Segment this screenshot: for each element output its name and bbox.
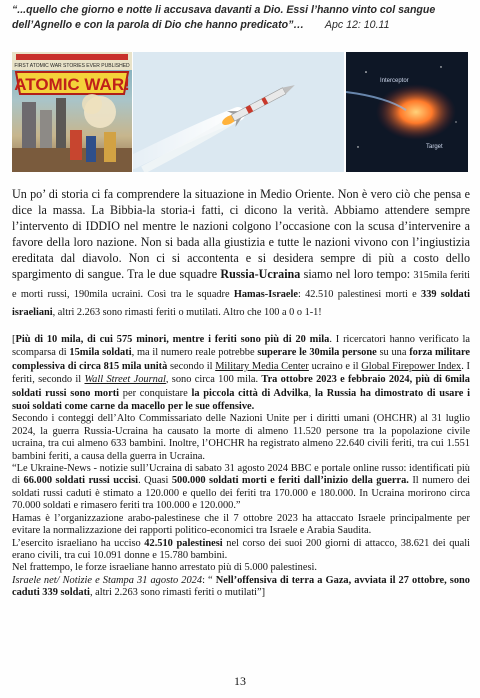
military-media-center-link: Military Media Center	[215, 360, 309, 372]
intro-text: Un po’ di storia ci fa comprendere la situazione in Medio Oriente. Non è vero ciò che pensa e dice la massa. La Bibbia-la storia-i fatti, ci dicono la verità. Abbiamo attendere sempre l’intervento di IDDIO nel mentre le nazioni colgono l’occasione con la scusa d’intervenire a favore della loro nazione. Non si bada alla giustizia e tutte le nazioni vivono con l’ingiustizia ereditata dal diavolo. Non ci si accontenta e si desidera sempre di più a costo dello spargimento di sangue. Tra le due squadre	[12, 187, 470, 282]
casualty-text-2: : 42.510 palestinesi morti e	[297, 288, 422, 300]
russia-ukraine-label: Russia-Ucraina	[220, 267, 301, 282]
global-firepower-link: Global Firepower Index	[361, 360, 462, 372]
casualty-text-1: 315mila feriti e morti russi, 190mila ucraini. Così tra le squadre	[12, 270, 470, 300]
comic-title: ATOMIC WAR!	[14, 75, 130, 94]
hamas-israel-label: Hamas-Israele	[233, 288, 298, 300]
details-paragraph-1: [Più di 10 mila, di cui 575 minori, mentre i feriti sono più di 20 mila. I ricercatori hanno verificato la scomparsa di 15mila soldati, ma il numero reale potrebbe superare le 30mila persone su una forza militare complessiva di circa 815 mila unità secondo il Military Media Center ucraino e il Global Firepower Index. I feriti, secondo il Wall Street Journal, sono circa 100 mila. Tra ottobre 2023 e febbraio 2024, più di 6mila soldati russi sono morti per conquistare la piccola città di Advilka, la Russia ha dimostrato di usare i suoi soldati come carne da macello per le sue offensive.	[12, 334, 471, 413]
interceptor-label: Interceptor	[380, 78, 409, 84]
interceptor-image	[346, 52, 468, 172]
casualty-text-3: , altri 2.263 sono rimasti feriti o mutilati. Altro che 100 a 0 o 1-1!	[52, 306, 322, 318]
target-label: Target	[426, 144, 443, 150]
details-block	[12, 333, 470, 600]
quote-reference: Apc 12: 10.11	[324, 18, 390, 31]
missile-image	[133, 52, 344, 172]
details-paragraph-5: L’esercito israeliano ha ucciso 42.510 palestinesi nel corso dei suoi 200 giorni di attacco, 38.621 dei quali erano civili, tra cui 10.091 donne e 15.780 bambini.	[12, 537, 470, 561]
comic-caption: FIRST ATOMIC WAR STORIES EVER PUBLISHED	[14, 63, 130, 69]
details-paragraph-3: “Le Ukraine-News - notizie sull’Ucraina di sabato 31 agosto 2024 BBC e portale online russo: identificati più di 66.000 soldati russi uccisi. Quasi 500.000 soldati morti e feriti dall’inizio della guerra. Il numero dei soldati russi caduti è stimato a 120.000 e quello dei feriti tra 170.000 e 180.000. In Ucraina morirono circa 70.000 soldati e rimasero feriti tra 100.000 e 120.000.”	[12, 463, 471, 512]
details-paragraph-7: Israele net/ Notizie e Stampa 31 agosto 2024: “ Nell’offensiva di terra a Gaza, avviata il 27 ottobre, sono caduti 339 soldati, altri 2.263 sono rimasti feriti o mutilati”]	[12, 574, 471, 599]
quote-text: “...quello che giorno e notte li accusava davanti a Dio. Essi l’hanno vinto col sangue dell’Agnello e con la parola di Dio che hanno predicato”…	[12, 4, 436, 31]
page-number: 13	[234, 674, 246, 688]
intro-paragraph	[12, 186, 470, 321]
intro-text-2: siamo nel loro tempo:	[300, 267, 414, 282]
wsj-link: Wall Street Journal	[84, 374, 166, 386]
details-paragraph-6: Nel frattempo, le forze israeliane hanno arrestato più di 5.000 palestinesi.	[12, 562, 317, 574]
israeli-soldiers-count: 339 soldati israeliani	[12, 288, 470, 318]
atomic-war-comic-image	[12, 52, 132, 172]
details-paragraph-4: Hamas è l’organizzazione arabo-palestinese che il 7 ottobre 2023 ha attaccato Israele principalmente per evitare la normalizzazione dei rapporti politico-economici tra Israele e Arabia Saudita.	[12, 512, 470, 537]
header-quote	[12, 3, 470, 32]
details-paragraph-2: Secondo i conteggi dell’Alto Commissariato delle Nazioni Unite per i diritti umani (OHCHR) al 31 luglio 2024, la guerra Russia-Ucraina ha causato la morte di almeno 11.520 persone tra la popolazione civile ucraina, tra cui almeno 633 bambini. Inoltre, l’OHCHR ha registrato almeno 22.640 civili feriti, tra cui 1.551 bambini feriti, a causa della guerra in Ucraina.	[12, 413, 470, 462]
